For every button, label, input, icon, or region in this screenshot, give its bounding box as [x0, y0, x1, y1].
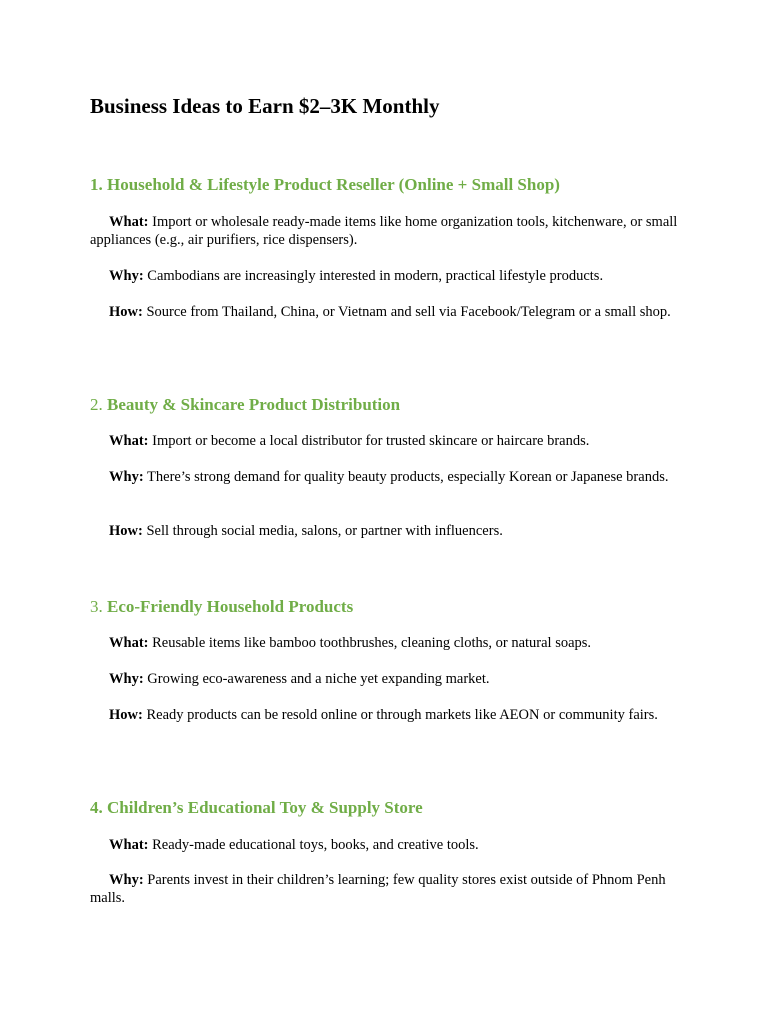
item-text: There’s strong demand for quality beauty products, especially Korean or Japanese brands.	[147, 469, 669, 485]
item-text: Sell through social media, salons, or partner with influencers.	[146, 523, 503, 539]
item-label: How:	[109, 523, 143, 539]
item-text: Ready-made educational toys, books, and creative tools.	[152, 837, 479, 853]
section-heading-3	[90, 596, 353, 618]
item-text: Reusable items like bamboo toothbrushes, cleaning cloths, or natural soaps.	[152, 635, 592, 651]
item-label: What:	[109, 433, 149, 449]
section-4-why	[90, 871, 680, 907]
section-title: Children’s Educational Toy & Supply Store	[107, 798, 423, 817]
item-text: Cambodians are increasingly interested in modern, practical lifestyle products.	[147, 268, 604, 284]
item-label: How:	[109, 707, 143, 723]
section-number: 1.	[90, 175, 103, 194]
item-text: Import or become a local distributor for trusted skincare or haircare brands.	[152, 433, 590, 449]
section-title: Beauty & Skincare Product Distribution	[107, 395, 401, 414]
item-text: Source from Thailand, China, or Vietnam and sell via Facebook/Telegram or a small shop.	[146, 304, 671, 320]
section-2-why	[90, 468, 680, 486]
section-2-how	[90, 522, 680, 540]
item-text: Growing eco-awareness and a niche yet expanding market.	[147, 671, 490, 687]
section-1-why	[90, 267, 680, 285]
section-number: 4.	[90, 798, 103, 817]
document-title: Business Ideas to Earn $2–3K Monthly	[90, 94, 440, 118]
section-heading-2	[90, 394, 400, 416]
item-label: What:	[109, 635, 149, 651]
section-heading-1	[90, 174, 560, 196]
section-heading-4	[90, 797, 423, 819]
item-text: Parents invest in their children’s learning; few quality stores exist outside of Phnom Penh malls.	[90, 872, 666, 906]
section-3-why	[90, 670, 680, 688]
item-label: Why:	[109, 469, 144, 485]
item-label: Why:	[109, 872, 144, 888]
item-label: What:	[109, 837, 149, 853]
section-3-how	[90, 706, 680, 724]
section-1-what	[90, 213, 680, 249]
section-number: 2.	[90, 395, 103, 414]
item-label: What:	[109, 214, 149, 230]
section-3-what	[90, 634, 680, 652]
item-text: Import or wholesale ready-made items like home organization tools, kitchenware, or small appliances (e.g., air purifiers, rice dispensers).	[90, 214, 678, 248]
item-text: Ready products can be resold online or through markets like AEON or community fairs.	[146, 707, 658, 723]
section-1-how	[90, 303, 680, 321]
section-title: Household & Lifestyle Product Reseller (Online + Small Shop)	[107, 175, 560, 194]
item-label: Why:	[109, 268, 144, 284]
section-title: Eco-Friendly Household Products	[107, 597, 354, 616]
section-2-what	[90, 432, 680, 450]
section-number: 3.	[90, 597, 103, 616]
item-label: Why:	[109, 671, 144, 687]
section-4-what	[90, 836, 680, 854]
item-label: How:	[109, 304, 143, 320]
